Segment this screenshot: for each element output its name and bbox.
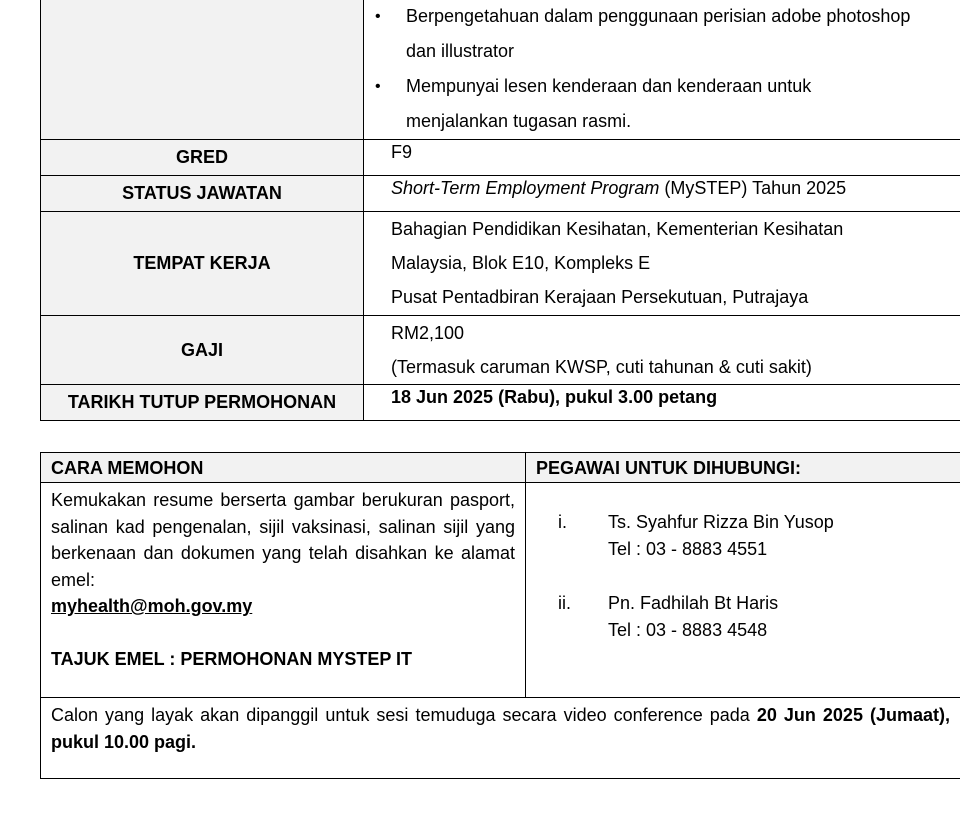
requirement-item — [364, 69, 960, 139]
email-subject: TAJUK EMEL : PERMOHONAN MYSTEP IT — [51, 648, 413, 669]
requirements-list — [364, 0, 960, 139]
contact-number: ii. — [558, 593, 571, 613]
cara-text: Kemukakan resume berserta gambar berukuran pasport, salinan kad pengenalan, sijil vaksinasi, salinan sijil yang berkenaan dan dokumen yang telah disahkan ke alamat emel: — [51, 490, 515, 590]
gaji-value — [364, 316, 960, 385]
application-body-row — [41, 483, 960, 698]
gred-value: F9 — [364, 140, 960, 176]
note-row — [41, 698, 960, 779]
requirement-line: dan illustrator — [406, 41, 515, 61]
tarikh-value: 18 Jun 2025 (Rabu), pukul 3.00 petang — [364, 385, 960, 421]
cara-cell — [41, 483, 526, 698]
interview-note-text: Calon yang layak akan dipanggil untuk sesi temuduga secara video conference pada — [51, 705, 757, 725]
email-link[interactable]: myhealth@moh.gov.my — [51, 596, 253, 616]
requirement-line: Berpengetahuan dalam penggunaan perisian adobe photoshop — [406, 6, 911, 26]
interview-note — [51, 702, 950, 756]
interview-note-date: 20 Jun 2025 (Jumaat), pukul 10.00 pagi. — [51, 705, 951, 752]
requirement-line: menjalankan tugasan rasmi. — [406, 111, 632, 131]
contact-tel: Tel : 03 - 8883 4548 — [608, 620, 768, 640]
requirements-row — [41, 0, 960, 140]
address-line: Malaysia, Blok E10, Kompleks E — [391, 253, 651, 273]
cara-header: CARA MEMOHON — [41, 453, 526, 483]
gaji-label: GAJI — [41, 316, 364, 385]
status-label: STATUS JAWATAN — [41, 176, 364, 212]
contact-name: Ts. Syahfur Rizza Bin Yusop — [608, 512, 834, 532]
tarikh-row — [41, 385, 960, 421]
contacts-cell — [526, 483, 960, 698]
status-value — [364, 176, 960, 212]
pegawai-header: PEGAWAI UNTUK DIHUBUNGI: — [526, 453, 960, 483]
salary-note: (Termasuk caruman KWSP, cuti tahunan & cuti sakit) — [391, 357, 812, 377]
address-line: Pusat Pentadbiran Kerajaan Persekutuan, Putrajaya — [391, 287, 809, 307]
requirement-item — [364, 0, 960, 69]
contact-name: Pn. Fadhilah Bt Haris — [608, 593, 779, 613]
tempat-label: TEMPAT KERJA — [41, 212, 364, 316]
contact-item — [526, 590, 960, 644]
tempat-value — [364, 212, 960, 316]
status-row — [41, 176, 960, 212]
requirements-cell — [364, 0, 960, 140]
job-details-table — [40, 0, 960, 421]
contact-tel: Tel : 03 - 8883 4551 — [608, 539, 768, 559]
requirement-line: Mempunyai lesen kenderaan dan kenderaan untuk — [406, 76, 812, 96]
status-italic: Short-Term Employment Program — [391, 178, 660, 198]
application-table — [40, 452, 960, 779]
contact-item — [526, 509, 960, 563]
tempat-row — [41, 212, 960, 316]
salary-amount: RM2,100 — [391, 323, 465, 343]
interview-note-cell — [41, 698, 960, 779]
requirements-label-cell — [41, 0, 364, 140]
gred-label: GRED — [41, 140, 364, 176]
status-rest: (MySTEP) Tahun 2025 — [659, 178, 847, 198]
application-header-row — [41, 453, 960, 483]
contact-number: i. — [558, 512, 567, 532]
tarikh-label: TARIKH TUTUP PERMOHONAN — [41, 385, 364, 421]
gred-row — [41, 140, 960, 176]
address-line: Bahagian Pendidikan Kesihatan, Kementerian Kesihatan — [391, 219, 844, 239]
gaji-row — [41, 316, 960, 385]
